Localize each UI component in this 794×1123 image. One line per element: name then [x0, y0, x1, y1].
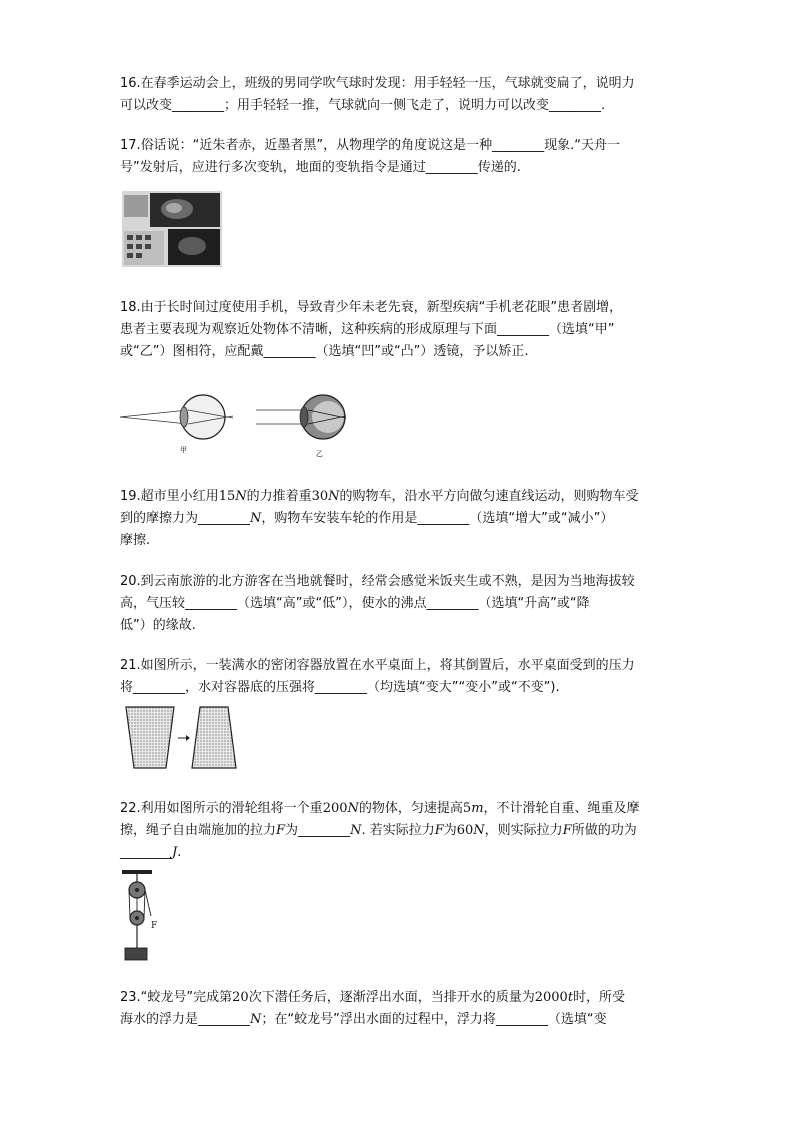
q17-line-2: 号”发射后，应进行多次变轨，地面的变轨指令是通过________传递的. — [120, 160, 521, 175]
q19-weight-value: 30 — [311, 489, 329, 504]
q22-text: 22.利用如图所示的滑轮组将一个重 — [120, 801, 323, 816]
question-19 — [120, 486, 680, 552]
q22-text: . — [177, 845, 182, 860]
q19-line-3: 摩擦. — [120, 533, 151, 548]
q23-text: ；在“蛟龙号”浮出水面的过程中，浮力将________（选填“变 — [261, 1012, 607, 1027]
q19-unit: N — [250, 511, 262, 526]
q22-text: ________ — [120, 845, 172, 860]
q22-actual-force-value: 60 — [456, 823, 474, 838]
question-21 — [120, 655, 680, 699]
q22-text: 为________ — [285, 823, 351, 838]
q19-force-value: 15 — [218, 489, 236, 504]
q21-line-2: 将________，水对容器底的压强将________（均选填“变大”“变小”或“不变”). — [120, 680, 560, 695]
container-upright — [126, 707, 174, 768]
q19-line-1 — [120, 486, 680, 508]
q22-unit: N — [473, 823, 485, 838]
q22-text: ，不计滑轮自重、绳重及摩 — [483, 801, 640, 816]
q20-line-2: 高，气压较________（选填“高”或“低”），使水的沸点________（选填“升高”或“降 — [120, 596, 590, 611]
q20-line-1: 20.到云南旅游的北方游客在当地就餐时，经常会感觉米饭夹生或不熟，是因为当地海拔较 — [120, 574, 635, 589]
q22-unit: N — [347, 801, 359, 816]
q22-height-value: 5 — [462, 801, 472, 816]
q22-line-1 — [120, 798, 680, 820]
q18-line-2: 患者主要表现为观察近处物体不清晰，这种疾病的形成原理与下面________（选填“甲” — [120, 322, 615, 337]
q22-symbol: F — [562, 823, 572, 838]
q22-line-2 — [120, 820, 680, 842]
q23-mass-value: 2000 — [534, 990, 568, 1005]
q22-unit: m — [471, 801, 484, 816]
question-16 — [120, 73, 680, 117]
q23-dive-count: 20 — [232, 990, 249, 1005]
q23-line-1 — [120, 987, 680, 1009]
q17-photo-figure — [122, 191, 222, 267]
q19-line-2 — [120, 508, 680, 530]
q19-text: 19.超市里小红用 — [120, 489, 219, 504]
q23-line-2 — [120, 1009, 680, 1031]
question-18 — [120, 297, 680, 363]
q22-text: 的物体，匀速提高 — [358, 801, 463, 816]
q22-text: ，则实际拉力 — [484, 823, 563, 838]
q22-symbol: F — [434, 823, 444, 838]
q22-unit: J — [172, 845, 178, 860]
q19-unit: N — [328, 489, 340, 504]
q23-unit: t — [567, 990, 574, 1005]
container-inverted — [192, 707, 236, 768]
label-yi: 乙 — [316, 450, 323, 458]
q19-text: 的力推着重 — [246, 489, 312, 504]
q22-weight-value: 200 — [322, 801, 348, 816]
weight-block — [125, 948, 147, 960]
q21-line-1: 21.如图所示，一装满水的密闭容器放置在水平桌面上，将其倒置后，水平桌面受到的压力 — [120, 658, 635, 673]
question-17 — [120, 135, 680, 179]
free-rope-end — [145, 890, 151, 916]
label-jia: 甲 — [180, 446, 187, 454]
q22-text: 擦，绳子自由端施加的拉力 — [120, 823, 277, 838]
q23-unit: N — [250, 1012, 262, 1027]
q23-text: 次下潜任务后，逐渐浮出水面，当排开水的质量为 — [248, 990, 535, 1005]
q19-text: 到的摩擦力为________ — [120, 511, 251, 526]
q21-container-figure — [122, 704, 242, 772]
question-23 — [120, 987, 680, 1031]
q22-pulley-figure — [120, 870, 165, 962]
q22-text: . 若实际拉力 — [361, 823, 435, 838]
q18-line-3: 或“乙”）图相符，应配戴________（选填“凹”或“凸”）透镜，予以矫正. — [120, 344, 529, 359]
question-22 — [120, 798, 680, 864]
q22-symbol: F — [276, 823, 286, 838]
eye-diagram-yi — [256, 395, 346, 439]
q16-line-1: 16.在春季运动会上，班级的男同学吹气球时发现：用手轻轻一压，气球就变扁了，说明力 — [120, 76, 635, 91]
q22-text: 所做的功为 — [571, 823, 637, 838]
q22-text: 为 — [443, 823, 457, 838]
q23-text: 海水的浮力是________ — [120, 1012, 251, 1027]
q22-line-3 — [120, 842, 680, 864]
q18-eye-diagrams — [118, 390, 358, 460]
q19-text: ，购物车安装车轮的作用是________（选填“增大”或“减小”） — [261, 511, 614, 526]
q20-line-3: 低”）的缘故. — [120, 618, 196, 633]
q19-unit: N — [235, 489, 247, 504]
q17-line-1: 17.俗话说：“近朱者赤，近墨者黑”，从物理学的角度说这是一种________现象.“天舟一 — [120, 138, 621, 153]
q22-unit: N — [350, 823, 362, 838]
q19-text: 的购物车，沿水平方向做匀速直线运动，则购物车受 — [339, 489, 639, 504]
q23-text: 23.“蛟龙号”完成第 — [120, 990, 233, 1005]
q18-line-1: 18.由于长时间过度使用手机，导致青少年未老先衰，新型疾病“手机老花眼”患者剧增， — [120, 300, 623, 315]
q16-line-2: 可以改变________；用手轻轻一推，气球就向一侧飞走了，说明力可以改变________. — [120, 98, 606, 113]
question-20 — [120, 571, 680, 637]
eye-diagram-jia — [120, 395, 233, 439]
q23-text: 时，所受 — [573, 990, 626, 1005]
force-label: F — [151, 921, 158, 931]
